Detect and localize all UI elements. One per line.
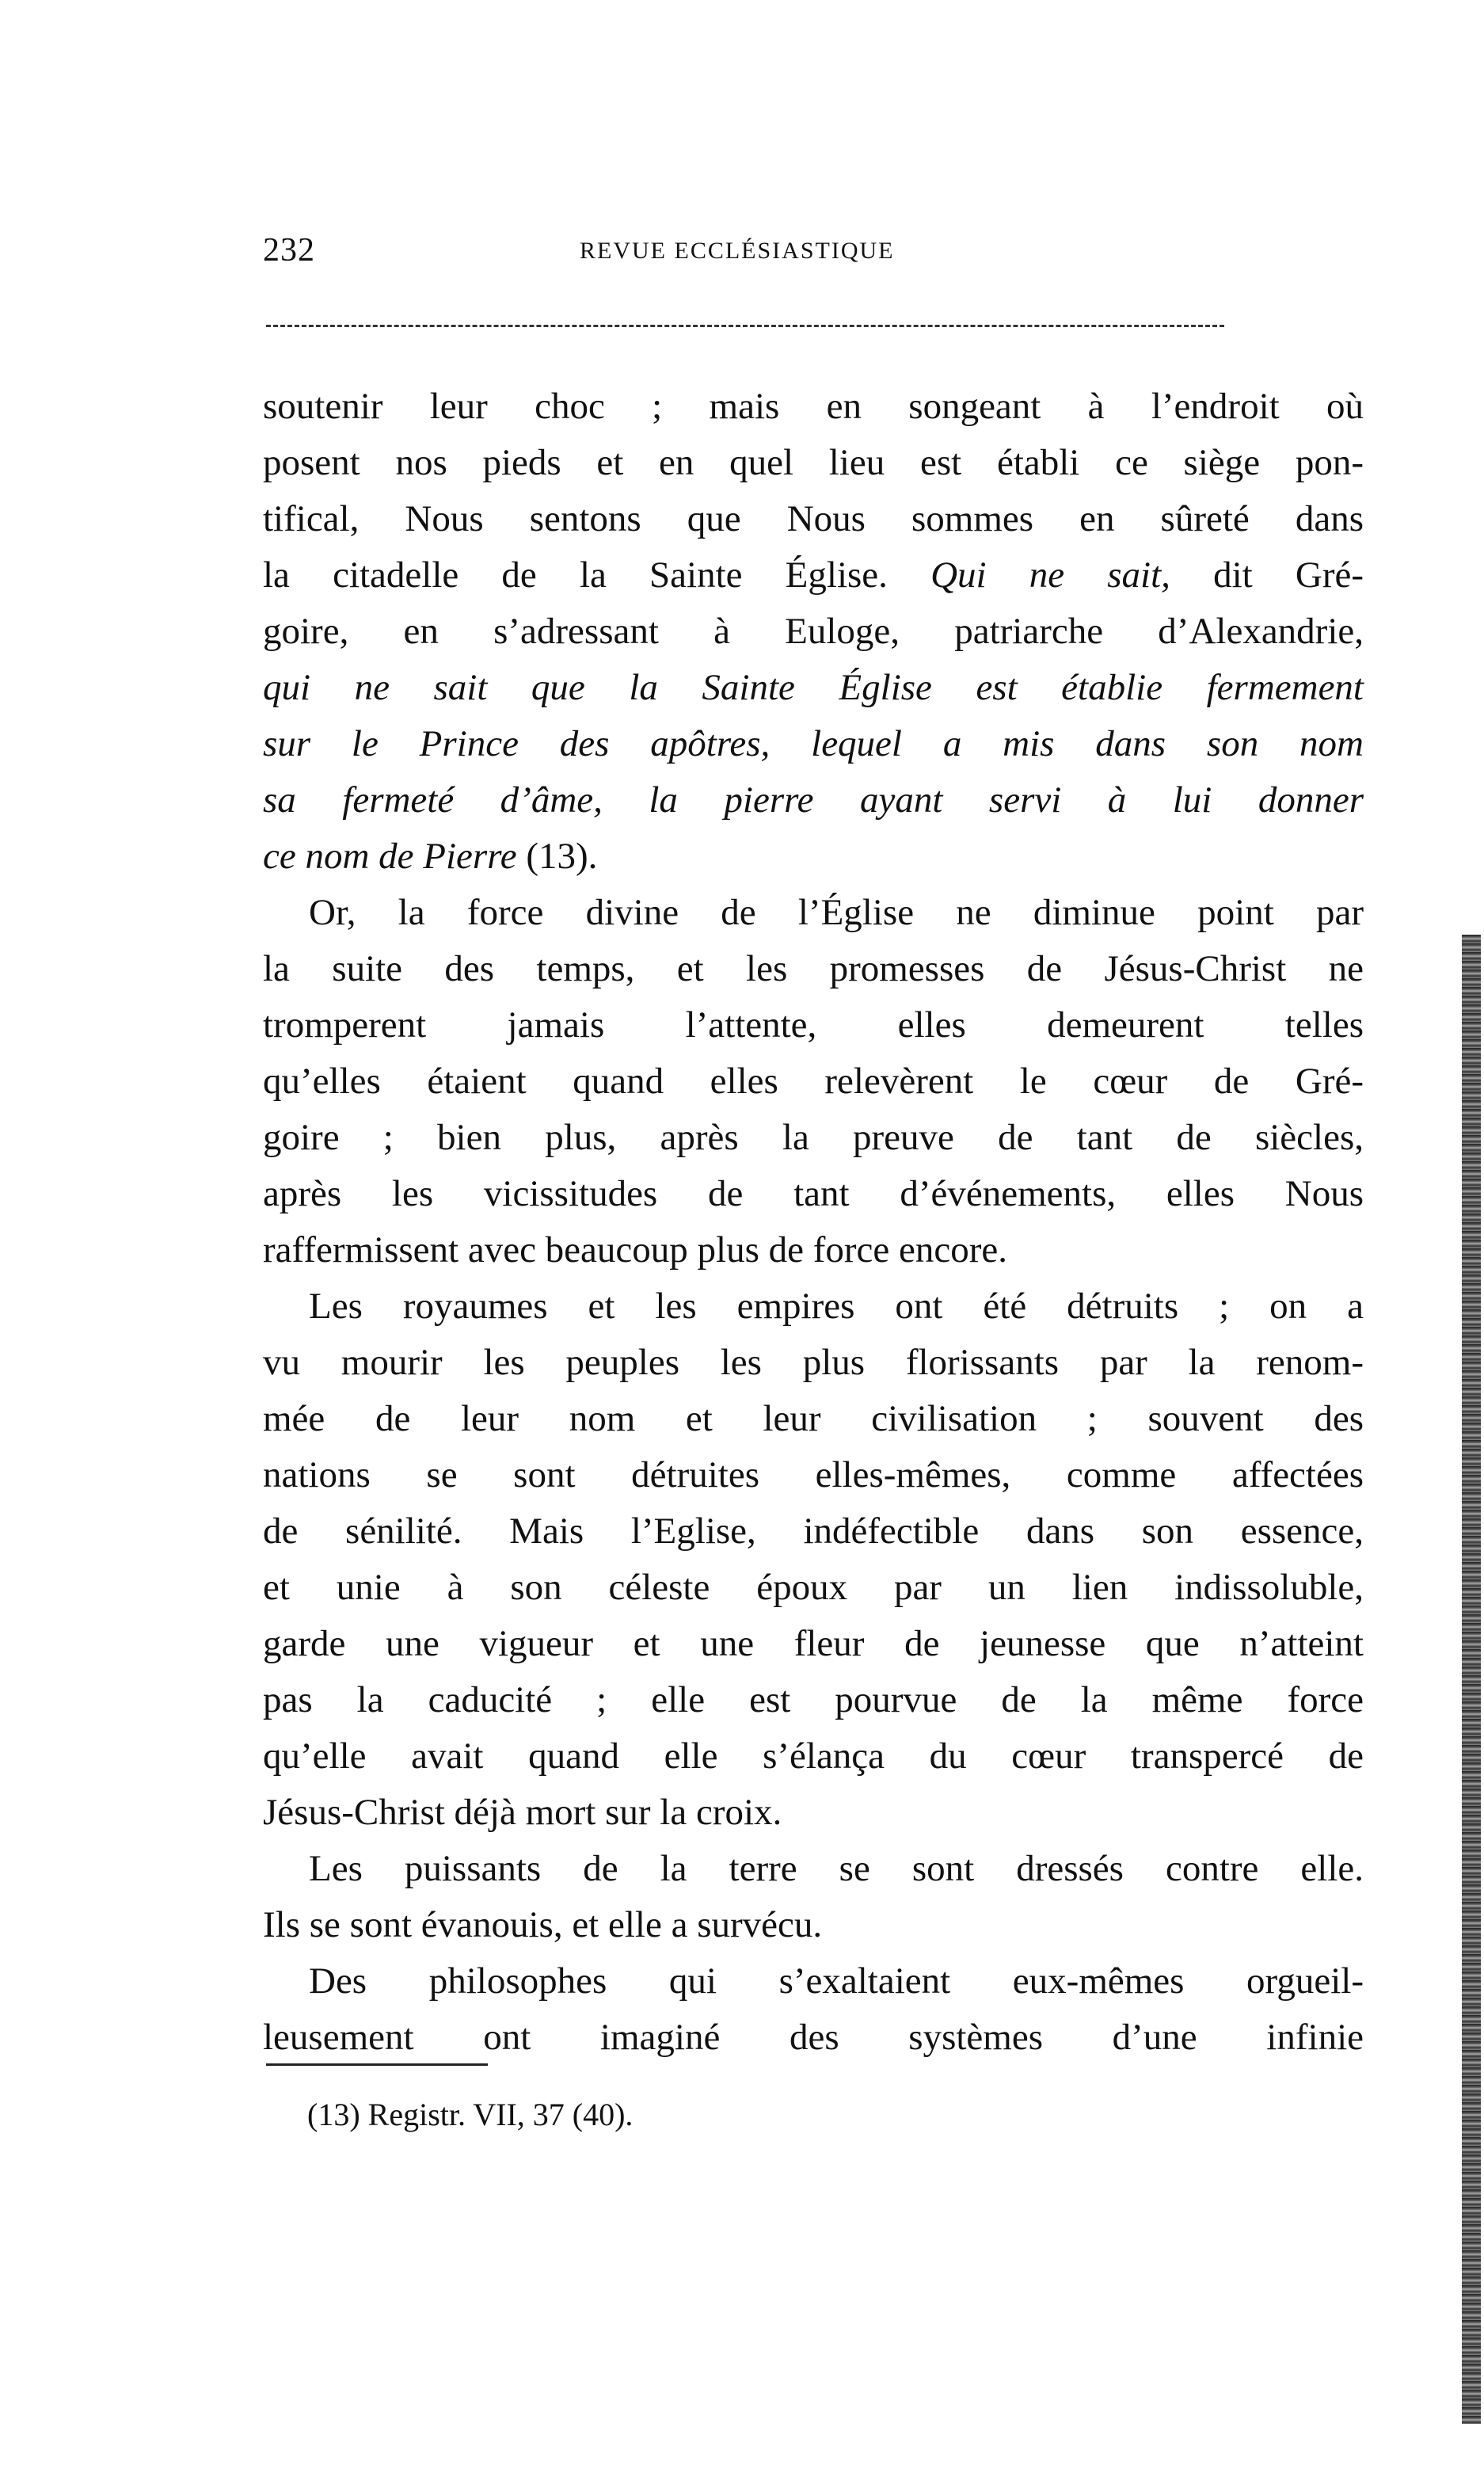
text-line: de sénilité. Mais l’Eglise, indéfectible dans son essence,	[263, 1511, 1364, 1552]
text-line: soutenir leur choc ; mais en songeant à l’endroit où	[263, 386, 1364, 427]
text-line: et unie à son céleste époux par un lien indissoluble,	[263, 1567, 1364, 1608]
text-line: mée de leur nom et leur civilisation ; souvent des	[263, 1398, 1364, 1439]
text-segment: dit Gré-	[1170, 554, 1364, 596]
page-header	[263, 231, 1364, 279]
text-line: Les royaumes et les empires ont été détruits ; on a	[309, 1286, 1364, 1327]
text-line-italic	[263, 660, 1364, 716]
italic-quote: sur le Prince des apôtres, lequel a mis dans son nom	[263, 723, 1364, 764]
text-line: posent nos pieds et en quel lieu est établi ce siège pon-	[263, 442, 1364, 483]
italic-quote: qui ne sait que la Sainte Église est établie fermement	[263, 667, 1364, 708]
text-line: Ils se sont évanouis, et elle a survécu.	[263, 1904, 823, 1945]
text-line: qu’elles étaient quand elles relevèrent le cœur de Gré-	[263, 1061, 1364, 1102]
text-line: Des philosophes qui s’exaltaient eux-mêmes orgueil-	[309, 1960, 1364, 2002]
page-edge-scan-artifact	[1462, 935, 1481, 2424]
text-line: pas la caducité ; elle est pourvue de la même force	[263, 1679, 1364, 1720]
text-line: garde une vigueur et une fleur de jeunesse que n’atteint	[263, 1623, 1364, 1664]
text-line: qu’elle avait quand elle s’élança du cœur transpercé de	[263, 1735, 1364, 1777]
body-text	[263, 379, 1364, 2066]
text-segment: la citadelle de la Sainte Église.	[263, 554, 931, 596]
text-line: vu mourir les peuples les plus florissants par la renom-	[263, 1342, 1364, 1383]
text-line: la suite des temps, et les promesses de Jésus-Christ ne	[263, 948, 1364, 989]
italic-quote: ce nom de Pierre	[263, 836, 517, 877]
text-line-italic	[263, 772, 1364, 829]
text-line: tromperent jamais l’attente, elles demeurent telles	[263, 1004, 1364, 1046]
text-line: Jésus-Christ déjà mort sur la croix.	[263, 1792, 782, 1833]
footnote: (13) Registr. VII, 37 (40).	[307, 2097, 634, 2132]
running-title: REVUE ECCLÉSIASTIQUE	[580, 238, 895, 264]
text-line: goire, en s’adressant à Euloge, patriarche d’Alexandrie,	[263, 611, 1364, 652]
text-line-mixed	[263, 829, 1364, 885]
text-line: tifical, Nous sentons que Nous sommes en sûreté dans	[263, 498, 1364, 539]
text-line: raffermissent avec beaucoup plus de force encore.	[263, 1229, 1007, 1271]
header-rule	[266, 325, 1224, 327]
italic-quote: sa fermeté d’âme, la pierre ayant servi à lui donner	[263, 779, 1364, 821]
page-number: 232	[263, 232, 315, 269]
footnote-rule	[266, 2063, 488, 2066]
text-line-italic	[263, 716, 1364, 772]
text-line-mixed	[263, 547, 1364, 604]
text-line: goire ; bien plus, après la preuve de tant de siècles,	[263, 1117, 1364, 1158]
text-line: Or, la force divine de l’Église ne diminue point par	[309, 892, 1364, 933]
text-line: Les puissants de la terre se sont dressés contre elle.	[309, 1848, 1364, 1889]
text-line: nations se sont détruites elles-mêmes, comme affectées	[263, 1454, 1364, 1495]
footnote-reference: (13).	[516, 836, 598, 877]
text-line: après les vicissitudes de tant d’événements, elles Nous	[263, 1173, 1364, 1214]
text-line: leusement ont imaginé des systèmes d’une infinie	[263, 2017, 1364, 2058]
italic-quote: Qui ne sait,	[930, 554, 1170, 596]
